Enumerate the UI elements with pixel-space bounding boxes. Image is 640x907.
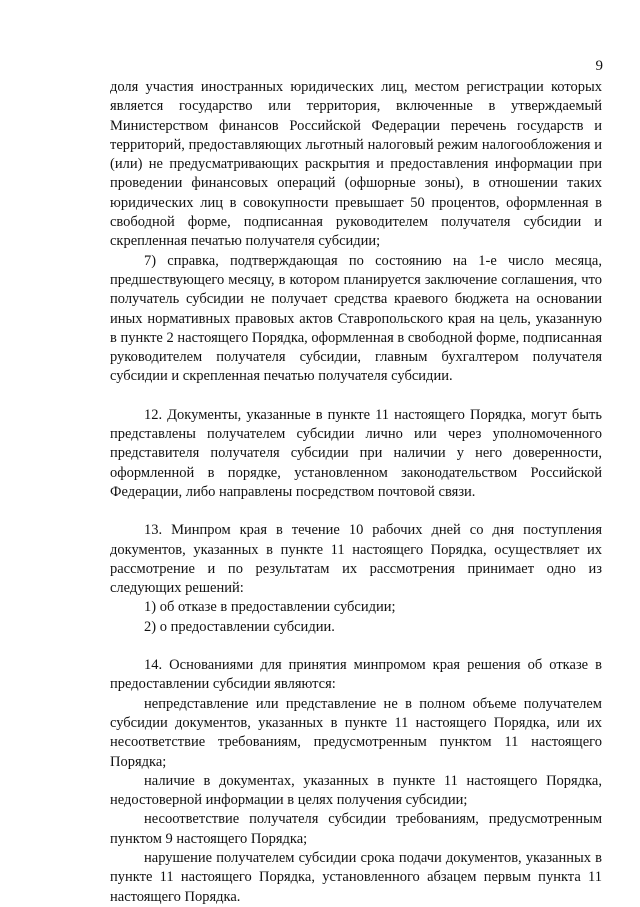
document-body: [110, 78, 602, 907]
paragraph-clause-13: 13. Минпром края в течение 10 рабочих дней со дня поступления документов, указанных в пункте 11 настоящего Порядка, осуществляет их рассмотрение и по результатам их рассмотрения принимает одно из следующих решений:: [110, 522, 602, 597]
paragraph-ground-1: непредставление или представление не в полном объеме получателем субсидии документов, указанных в пункте 11 настоящего Порядка, или их несоответствие требованиям, предусмотренным пунктом 11 настоящего Порядка;: [110, 695, 602, 770]
page-number: 9: [595, 58, 603, 74]
paragraph-decision-1: 1) об отказе в предоставлении субсидии;: [144, 599, 396, 616]
paragraph-ground-2: наличие в документах, указанных в пункте 11 настоящего Порядка, недостоверной информации в целях получения субсидии;: [110, 772, 602, 809]
paragraph-ground-3: несоответствие получателя субсидии требованиям, предусмотренным пунктом 9 настоящего Порядка;: [110, 811, 602, 847]
paragraph-item-7: 7) справка, подтверждающая по состоянию на 1-е число месяца, предшествующего месяцу, в котором планируется заключение соглашения, что получатель субсидии не получает средства краевого бюджета на основании иных нормативных правовых актов Ставропольского края на цель, указанную в пункте 2 настоящего Порядка, оформленная в свободной форме, подписанная руководителем получателя субсидии, главным бухгалтером получателя субсидии и скрепленная печатью получателя субсидии.: [110, 252, 602, 385]
paragraph-clause-14: 14. Основаниями для принятия минпромом края решения об отказе в предоставлении субсидии являются:: [110, 657, 602, 693]
paragraph-ground-4: нарушение получателем субсидии срока подачи документов, указанных в пункте 11 настоящего Порядка, установленного абзацем первым пункта 11 настоящего Порядка.: [110, 849, 602, 905]
paragraph-clause-12: 12. Документы, указанные в пункте 11 настоящего Порядка, могут быть представлены получателем субсидии лично или через уполномоченного представителя получателя субсидии при наличии у него доверенности, оформленной в порядке, установленном законодательством Российской Федерации, либо направлены посредством почтовой связи.: [110, 406, 602, 500]
paragraph-offshore-share: доля участия иностранных юридических лиц, местом регистрации которых является государство или территория, включенные в утверждаемый Министерством финансов Российской Федерации перечень государств и территорий, предоставляющих льготный налоговый режим налогообложения и (или) не предусматривающих раскрытия и предоставления информации при проведении финансовых операций (офшорные зоны), в отношении таких юридических лиц в совокупности превышает 50 процентов, оформленная в свободной форме, подписанная руководителем получателя субсидии и скрепленная печатью получателя субсидии;: [110, 79, 602, 250]
paragraph-decision-2: 2) о предоставлении субсидии.: [144, 618, 335, 635]
